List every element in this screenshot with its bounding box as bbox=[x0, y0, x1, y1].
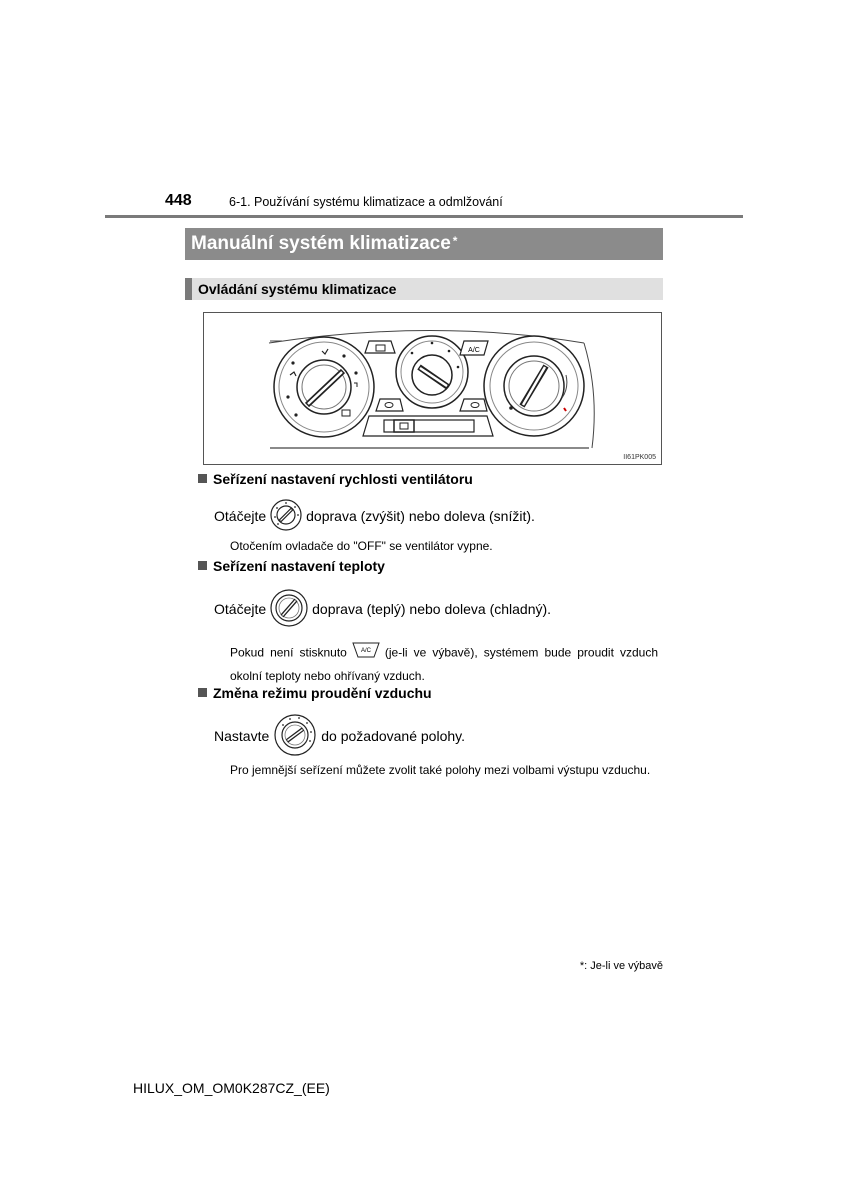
recirc-button bbox=[365, 341, 395, 353]
section-heading-airflow bbox=[198, 685, 432, 701]
title-footnote-marker: * bbox=[452, 234, 458, 248]
section-heading-temperature bbox=[198, 558, 385, 574]
footnote bbox=[580, 960, 663, 972]
section-heading-text: Seřízení nastavení teploty bbox=[213, 558, 385, 574]
ac-button-figure bbox=[460, 341, 488, 355]
footer-document-code: HILUX_OM_OM0K287CZ_(EE) bbox=[133, 1080, 330, 1096]
instruction-airflow bbox=[214, 714, 465, 758]
fan-speed-dial-icon bbox=[270, 499, 302, 534]
instruction-fan-speed bbox=[214, 501, 535, 531]
bullet-square-icon bbox=[198, 561, 207, 570]
instruction-temperature bbox=[214, 590, 551, 628]
instruction-prefix: Otáčejte bbox=[214, 508, 267, 524]
instruction-suffix: doprava (zvýšit) nebo doleva (snížit). bbox=[306, 508, 535, 524]
center-mode-dial-knob bbox=[396, 336, 468, 408]
header-rule bbox=[105, 215, 743, 218]
ac-icon-label: A/C bbox=[360, 648, 371, 654]
climate-panel-figure bbox=[203, 312, 662, 465]
footnote-marker: * bbox=[579, 960, 585, 972]
climate-panel-illustration bbox=[204, 313, 661, 464]
instruction-suffix: do požadované polohy. bbox=[321, 728, 465, 744]
section-heading-fan-speed bbox=[198, 471, 473, 487]
lower-left-button bbox=[376, 399, 403, 411]
temperature-dial-icon bbox=[270, 589, 308, 630]
instruction-prefix: Nastavte bbox=[214, 728, 270, 744]
note-suffix: (je-li ve výbavě), systémem bude proudit vzduch okolní teploty nebo ohřívaný vzduch. bbox=[230, 645, 658, 683]
bottom-slider-housing bbox=[363, 416, 493, 436]
page-number: 448 bbox=[165, 192, 192, 209]
section-heading-text: Seřízení nastavení rychlosti ventilátoru bbox=[213, 471, 473, 487]
note-prefix: Pokud není stisknuto bbox=[230, 645, 347, 660]
note-airflow bbox=[230, 760, 658, 781]
bullet-square-icon bbox=[198, 474, 207, 483]
ac-button-icon bbox=[351, 641, 381, 666]
temperature-dial-knob bbox=[484, 336, 584, 436]
footnote-text: : Je-li ve výbavě bbox=[584, 960, 663, 972]
page-title bbox=[185, 228, 663, 260]
header-section-title: 6-1. Používání systému klimatizace a odmlžování bbox=[229, 195, 503, 209]
bullet-square-icon bbox=[198, 688, 207, 697]
section-heading-text: Změna režimu proudění vzduchu bbox=[213, 685, 432, 701]
lower-right-button bbox=[460, 399, 487, 411]
note-ac bbox=[230, 641, 658, 687]
airflow-mode-dial-icon bbox=[273, 713, 317, 760]
subheading-text: Ovládání systému klimatizace bbox=[198, 281, 397, 297]
instruction-prefix: Otáčejte bbox=[214, 601, 267, 617]
figure-code: II61PK005 bbox=[623, 454, 656, 461]
page-title-text: Manuální systém klimatizace bbox=[191, 233, 451, 254]
ac-label-figure: A/C bbox=[468, 347, 480, 354]
subheading bbox=[185, 278, 663, 300]
note-text: Pro jemnější seřízení můžete zvolit také polohy mezi volbami výstupu vzduchu. bbox=[230, 763, 651, 777]
note-fan-off: Otočením ovladače do "OFF" se ventilátor vypne. bbox=[230, 539, 493, 553]
fan-dial-knob bbox=[274, 337, 374, 437]
instruction-suffix: doprava (teplý) nebo doleva (chladný). bbox=[312, 601, 552, 617]
